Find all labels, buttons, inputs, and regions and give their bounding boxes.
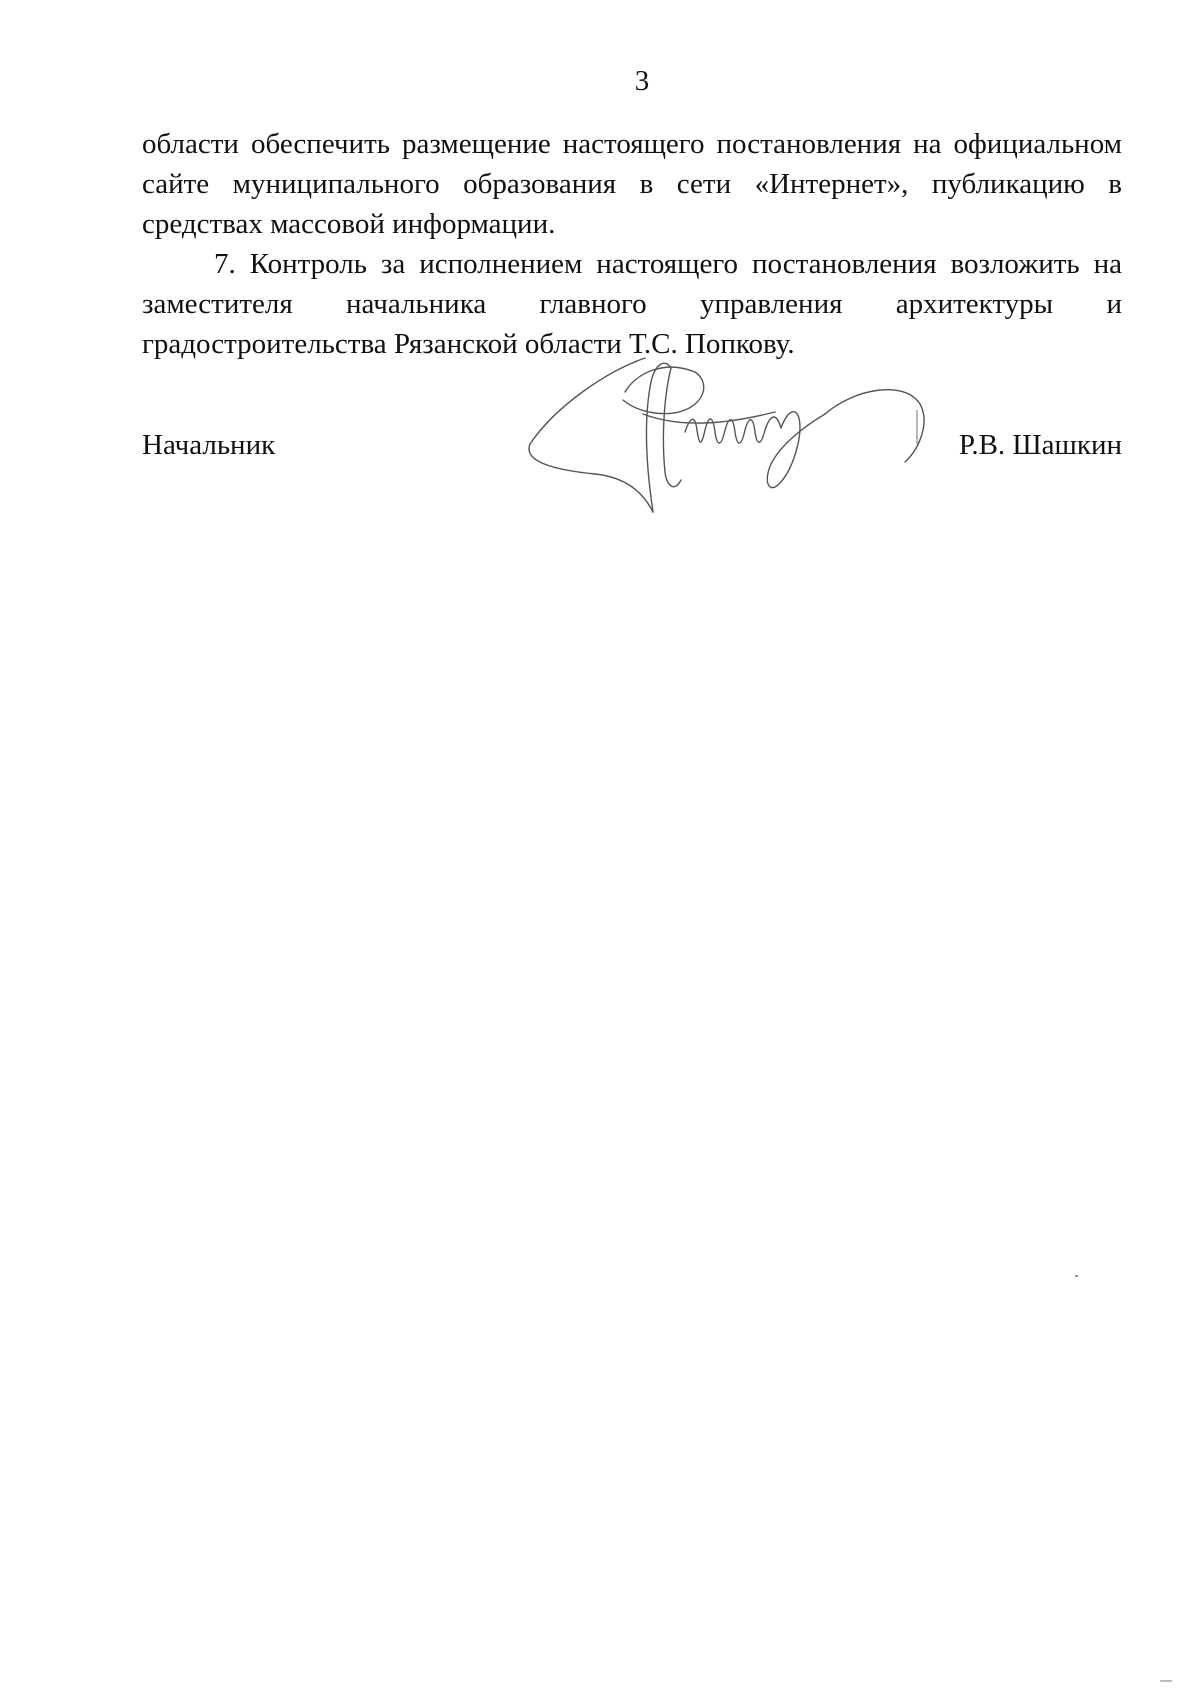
paragraph-control: 7. Контроль за исполнением настоящего постановления возложить на заместителя начальника главного управления архитектуры и градостроительства Рязанской области Т.С. Попкову. xyxy=(142,248,1122,360)
paragraph-publication: области обеспечить размещение настоящего постановления на официальном сайте муниципального образования в сети «Интернет», публикацию в средствах массовой информации. xyxy=(142,128,1122,240)
scan-artifact xyxy=(1075,1275,1078,1277)
signer-position: Начальник xyxy=(142,429,276,461)
scan-artifact xyxy=(1160,1680,1172,1682)
signature-block xyxy=(142,425,1122,465)
signer-name: Р.В. Шашкин xyxy=(958,429,1122,461)
document-body xyxy=(142,124,1122,364)
page-number: 3 xyxy=(634,65,650,97)
